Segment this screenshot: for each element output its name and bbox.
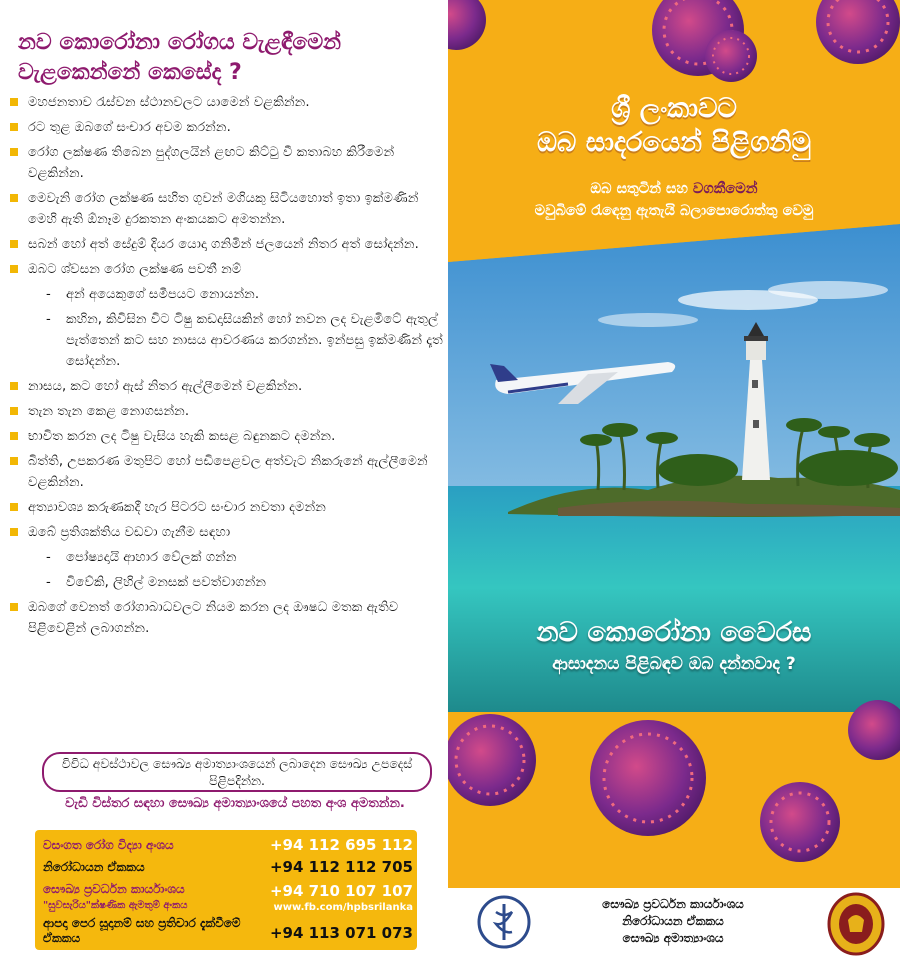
left-panel [0,0,448,960]
bullet-icon [10,528,18,536]
contact-sub: "සුවසැරිය"ක්ෂණික ඇමතුම් අංකය [43,900,188,911]
contact-name: නිරෝධායන ඒකකය [43,860,145,874]
bullet-icon [10,194,18,202]
bullet-icon [10,503,18,511]
list-item: සබන් හෝ අත් සේදුම් දියර යොදා ගනිමින් ජලයෙන් නිතර අත් සෝදන්න. [8,234,444,255]
welcome-heading [448,92,900,160]
right-panel [448,0,900,960]
virus-icon [590,720,706,836]
list-item: නාසය, කට හෝ ඇස් නිතර ඇල්ලීමෙන් වළකින්න. [8,376,444,397]
list-item: රට තුළ ඔබගේ සංචාර අවම කරන්න. [8,117,444,138]
prevention-list [8,92,444,643]
wish-highlight: වගකීමෙන් [692,181,758,197]
contact-name: සෞඛ්‍ය ප්‍රවර්ධන කාර්යාංශය [43,882,185,896]
contact-number[interactable]: +94 710 107 107 [269,882,413,900]
sub-list-item: - අන් අයෙකුගේ සමීපයට නොයන්න. [46,287,260,302]
bullet-icon [10,148,18,156]
list-item: තැන තැන කෙළ නොගසන්න. [8,401,444,422]
advice-box [42,752,432,792]
list-item: ඔබේ ප්‍රතිශක්තිය වඩවා ගැනීම සඳහා [8,522,444,543]
bullet-icon [10,603,18,611]
contact-name: ආපදා පෙර සූදානම් සහ ප්‍රතිචාර දැක්වීමේ ඒකකය [43,916,241,945]
contact-link[interactable]: www.fb.com/hpbsrilanka [273,902,413,913]
footer-text: සෞඛ්‍ය ප්‍රවර්ධන කාර්යාංශය නිරෝධායන ඒකකය සෞඛ්‍ය අමාත්‍යාංශය [602,897,744,945]
virus-icon [448,714,536,806]
list-item: ඔබගේ වෙනත් රෝගාබාධවලට නියම කරන ලද ඖෂධ මතක ඇතිව පිළිවෙළින් ලබාගන්න. [8,597,444,639]
wish-line: ඔබ සතුටින් සහ [590,181,693,197]
welcome-line: ශ්‍රී ලංකාවට [611,93,737,124]
health-promotion-logo-icon [476,894,532,950]
list-item: ඔබට ශ්වසන රෝග ලක්ෂණ පවතී නම් [8,259,444,280]
contact-name: වසංගත රෝග විද්‍යා අංශය [43,838,174,852]
virus-icon [705,30,757,82]
bullet-icon [10,98,18,106]
covid-title: නව කොරෝනා වෛරස [536,617,812,648]
bullet-icon [10,123,18,131]
bullet-icon [10,432,18,440]
sub-list-item: - පෝෂ්‍යදායි ආහාර වේලක් ගන්න [46,550,237,565]
wish-text [448,178,900,222]
national-emblem-icon [826,892,886,956]
welcome-line: ඔබ සාදරයෙන් පිළිගනිමු [537,127,811,158]
bullet-icon [10,407,18,415]
list-item: මෙවැනි රෝග ලක්ෂණ සහිත ගුවන් මගියකු සිටියහොත් ඉතා ඉක්මණින් මෙහි ඇති ඕනෑම දුරකතන අංකයකට අමතන්න. [8,188,444,230]
list-item: අත්‍යාවශ්‍ය කරුණකදී හැර පිටරට සංචාර නවතා දමන්න [8,497,444,518]
list-item: භාවිත කරන ලද ටිෂු වැසිය හැකි කසළ බඳුනකට දමන්න. [8,426,444,447]
contact-number[interactable]: +94 113 071 073 [269,924,413,942]
bullet-icon [10,265,18,273]
more-info-text: වැඩි විස්තර සඳහා සෞඛ්‍ය අමාත්‍යාංශයේ පහත අංශ අමතන්න. [65,796,405,811]
sub-list-item: - කහින, කිවිසින විට ටිෂු කඩදාසියකින් හෝ නවන ලද වැළමිටේ ඇතුල් පැත්තෙන් කට සහ නාසය ආවරණය කරගන්න. ඉන්පසු ඉක්මණින් දෑත් සෝදන්න. [46,312,443,369]
contact-number[interactable]: +94 112 695 112 [269,836,413,854]
wish-line: මවුබිමේ රැඳෙනු ඇතැයි බලාපොරොත්තු වෙමු [534,203,814,219]
footer [448,888,900,960]
advice-text: විවිධ අවස්ථාවල සෞඛ්‍ය අමාත්‍යාංශයෙන් ලබාදෙන සෞඛ්‍ය උපදෙස් පිළිපදින්න. [61,756,413,788]
list-item: මහජනතාව රැස්වන ස්ථානවලට යාමෙන් වළකින්න. [8,92,444,113]
bullet-icon [10,457,18,465]
bullet-icon [10,240,18,248]
prevention-heading: නව කොරෝනා රෝගය වැළඳීමෙන් වැළකෙන්නේ කෙසේද ? [18,30,342,85]
contacts-box [35,830,417,950]
bullet-icon [10,382,18,390]
list-item: රෝග ලක්ෂණ තිබෙන පුද්ගලයින් ළඟට කිට්ටු වී කතාබහ කිරීමෙන් වළකින්න. [8,142,444,184]
virus-icon [760,782,840,862]
list-item: බිත්ති, උපකරණ මතුපිට හෝ පඩිපෙළවල අත්වැට නිකරුනේ ඇල්ලීමෙන් වළකින්න. [8,451,444,493]
contact-number[interactable]: +94 112 112 705 [269,858,413,876]
sub-list-item: - විවේකි, ලිහිල් මනසක් පවත්වාගන්න [46,575,267,590]
covid-subtitle: ආසාදනය පිළිබඳව ඔබ දන්නවාද ? [552,654,796,674]
